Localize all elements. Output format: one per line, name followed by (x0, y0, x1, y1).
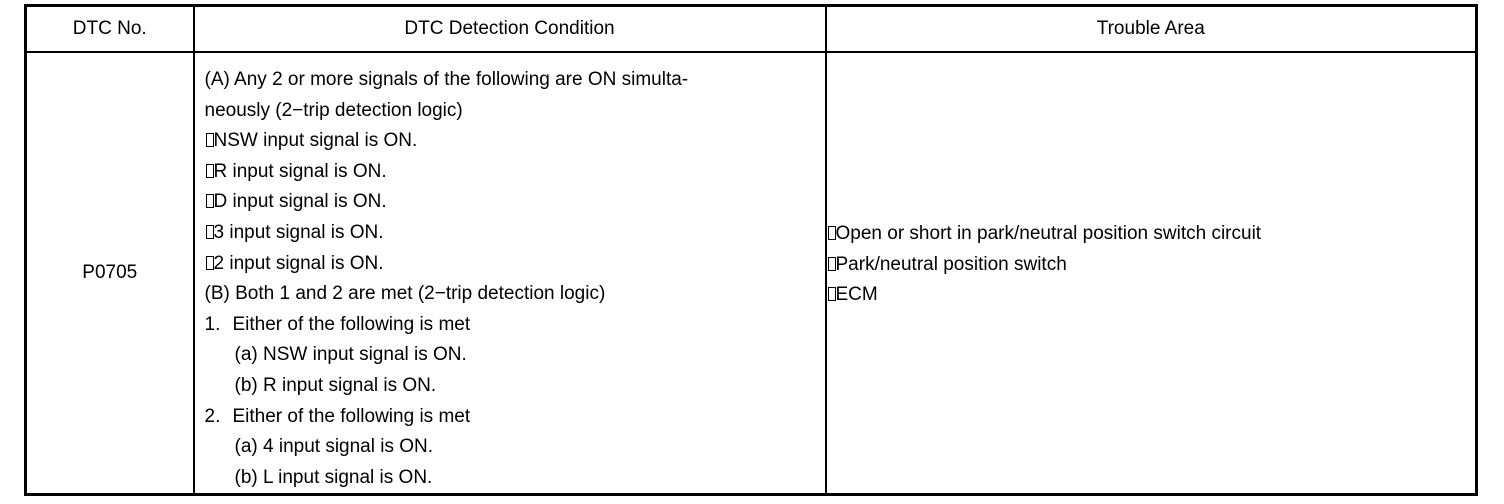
condition-a-item (205, 126, 825, 157)
dtc-table (24, 4, 1478, 496)
condition-b2-item: (a) 4 input signal is ON. (234, 436, 434, 458)
condition-b2-text: Either of the following is met (232, 405, 471, 427)
condition-b2-line (205, 402, 825, 433)
condition-a-line-2: neously (2−trip detection logic) (204, 99, 463, 121)
header-dtc-no: DTC No. (26, 6, 194, 53)
condition-a-line-1: (A) Any 2 or more signals of the following are ON simulta- (204, 69, 689, 90)
condition-a-item (205, 157, 825, 188)
trouble-area-item (827, 219, 1476, 250)
condition-b-line: (B) Both 1 and 2 are met (2−trip detection logic) (204, 283, 606, 305)
bullet-box-icon (828, 287, 836, 301)
condition-b1-text: Either of the following is met (232, 313, 471, 335)
bullet-box-icon (828, 226, 836, 240)
trouble-area-text: Open or short in park/neutral position switch circuit (835, 223, 1262, 245)
table-row (26, 52, 1477, 495)
bullet-box-icon (206, 256, 214, 270)
trouble-area-item (827, 250, 1476, 281)
condition-b2-number: 2. (204, 405, 221, 427)
condition-a-item-text: 3 input signal is ON. (213, 221, 384, 243)
trouble-area-cell (826, 52, 1477, 495)
bullet-box-icon (206, 225, 214, 239)
bullet-box-icon (206, 133, 214, 147)
condition-a-item-text: 2 input signal is ON. (213, 252, 384, 274)
condition-a-item-text: D input signal is ON. (213, 191, 387, 213)
condition-b1-item: (a) NSW input signal is ON. (234, 344, 467, 366)
dtc-code-cell: P0705 (26, 52, 194, 495)
detection-condition-cell (194, 52, 826, 495)
trouble-area-text: ECM (835, 284, 878, 306)
bullet-box-icon (206, 164, 214, 178)
condition-b2-item: (b) L input signal is ON. (234, 466, 433, 488)
trouble-area-item (827, 280, 1476, 311)
condition-b1-line (205, 310, 825, 341)
bullet-box-icon (206, 194, 214, 208)
condition-b1-number: 1. (204, 313, 221, 335)
condition-a-item-text: NSW input signal is ON. (213, 130, 418, 152)
condition-a-item (205, 218, 825, 249)
header-detection-condition: DTC Detection Condition (194, 6, 826, 53)
table-header-row (26, 6, 1477, 53)
trouble-area-text: Park/neutral position switch (835, 253, 1067, 275)
condition-a-item (205, 187, 825, 218)
condition-a-item (205, 249, 825, 280)
condition-a-item-text: R input signal is ON. (213, 160, 387, 182)
condition-b1-item: (b) R input signal is ON. (234, 374, 437, 396)
header-trouble-area: Trouble Area (826, 6, 1477, 53)
bullet-box-icon (828, 257, 836, 271)
